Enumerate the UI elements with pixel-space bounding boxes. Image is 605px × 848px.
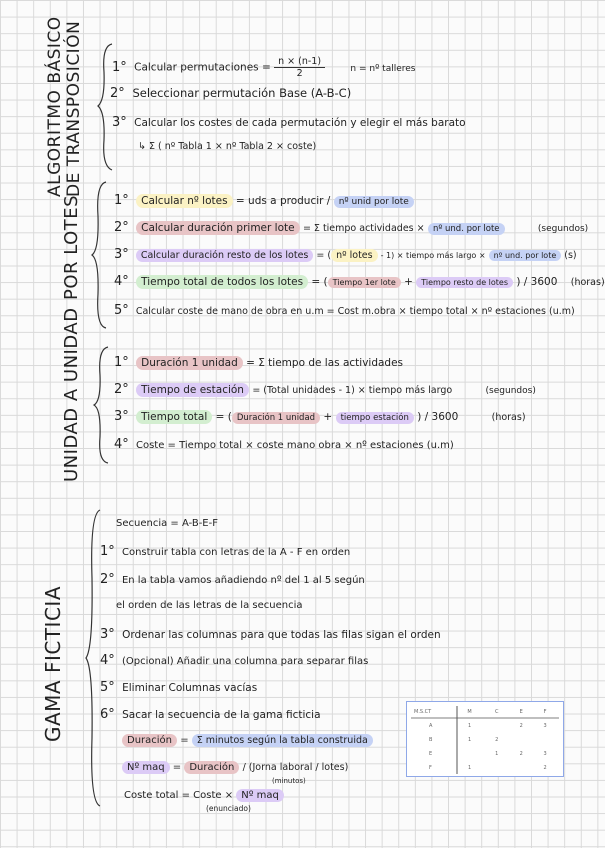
s4-sequence: Secuencia = A-B-E-F	[116, 518, 218, 529]
table-row: F 1 2	[429, 765, 547, 771]
bracket-section-2	[90, 180, 110, 330]
s3-step-1: 1° Duración 1 unidad = Σ tiempo de las actividades	[114, 355, 404, 370]
s4-step-2-cont: el orden de las letras de la secuencia	[116, 600, 303, 611]
bracket-section-3	[92, 345, 112, 465]
s1-step-2: 2° Seleccionar permutación Base (A-B-C)	[110, 86, 352, 101]
gama-ficticia-table	[406, 701, 564, 777]
section-title-gama-ficticia: GAMA FICTICIA	[41, 585, 65, 742]
s4-step-6: 6° Sacar la secuencia de la gama ficticia	[100, 707, 321, 722]
s4-num-maquinas: Nº maq = Duración / (Jorna laboral / lotes)	[122, 762, 348, 773]
s4-coste-total: Coste total = Coste × Nº maq	[124, 790, 284, 801]
s4-step-2: 2° En la tabla vamos añadiendo nº del 1 al 5 según	[100, 572, 365, 587]
s2-step-5: 5° Calcular coste de mano de obra en u.m = Cost m.obra × tiempo total × nº estaciones (u.m)	[114, 303, 575, 318]
section-title-unidad: UNIDAD A UNIDAD	[61, 307, 82, 482]
section-title-por-lotes: POR LOTES	[61, 194, 82, 300]
s1-step-3: 3° Calcular los costes de cada permutación y elegir el más barato	[112, 115, 466, 130]
s4-step-5: 5° Eliminar Columnas vacías	[100, 680, 258, 695]
s2-step-1: 1° Calcular nº lotes = uds a producir / nº unid por lote	[114, 193, 414, 208]
table-row: E 1 2 3	[429, 751, 547, 757]
table-row: M.S.CT M C E F	[414, 709, 547, 715]
s1-step-1: 1° Calcular permutaciones = $\frac{n \times (n-1)}{2}$ n = nº talleres	[112, 56, 416, 79]
s3-step-4: 4° Coste = Tiempo total × coste mano obra × nº estaciones (u.m)	[114, 437, 454, 452]
s4-minutos-note: (minutos)	[272, 777, 306, 785]
s4-step-1: 1° Construir tabla con letras de la A - F en orden	[100, 544, 351, 559]
table-row: B 1 2	[429, 737, 499, 743]
s2-step-2: 2° Calcular duración primer lote = Σ tiempo actividades × nº und. por lote (segundos)	[114, 220, 589, 235]
s3-step-2: 2° Tiempo de estación = (Total unidades - 1) × tiempo más largo (segundos)	[114, 382, 536, 397]
table-row: A 1 2 3	[429, 723, 547, 729]
s4-duracion: Duración = Σ minutos según la tabla construida	[122, 735, 373, 746]
s3-step-3: 3° Tiempo total = ( Duración 1 unidad + tiempo estación ) / 3600 (horas)	[114, 409, 526, 424]
s2-step-3: 3° Calcular duración resto de los lotes = ( nº lotes - 1) × tiempo más largo × nº und. por lote (s)	[114, 247, 577, 262]
permutation-fraction: $\frac{n \times (n-1)}{2}$	[274, 56, 325, 79]
s1-step-3-formula: ↳ Σ ( nº Tabla 1 × nº Tabla 2 × coste)	[138, 141, 317, 152]
s4-enunciado-note: (enunciado)	[206, 804, 251, 813]
section-title-algoritmo: ALGORITMO BÁSICO DE TRANSPOSICIÓN	[45, 16, 84, 197]
s4-step-4: 4° (Opcional) Añadir una columna para separar filas	[100, 653, 369, 668]
mini-table	[413, 705, 557, 775]
s4-step-3: 3° Ordenar las columnas para que todas las filas sigan el orden	[100, 627, 441, 642]
s2-step-4: 4° Tiempo total de todos los lotes = ( Tiempo 1er lote + Tiempo resto de lotes ) / 3600 (horas)	[114, 274, 605, 289]
